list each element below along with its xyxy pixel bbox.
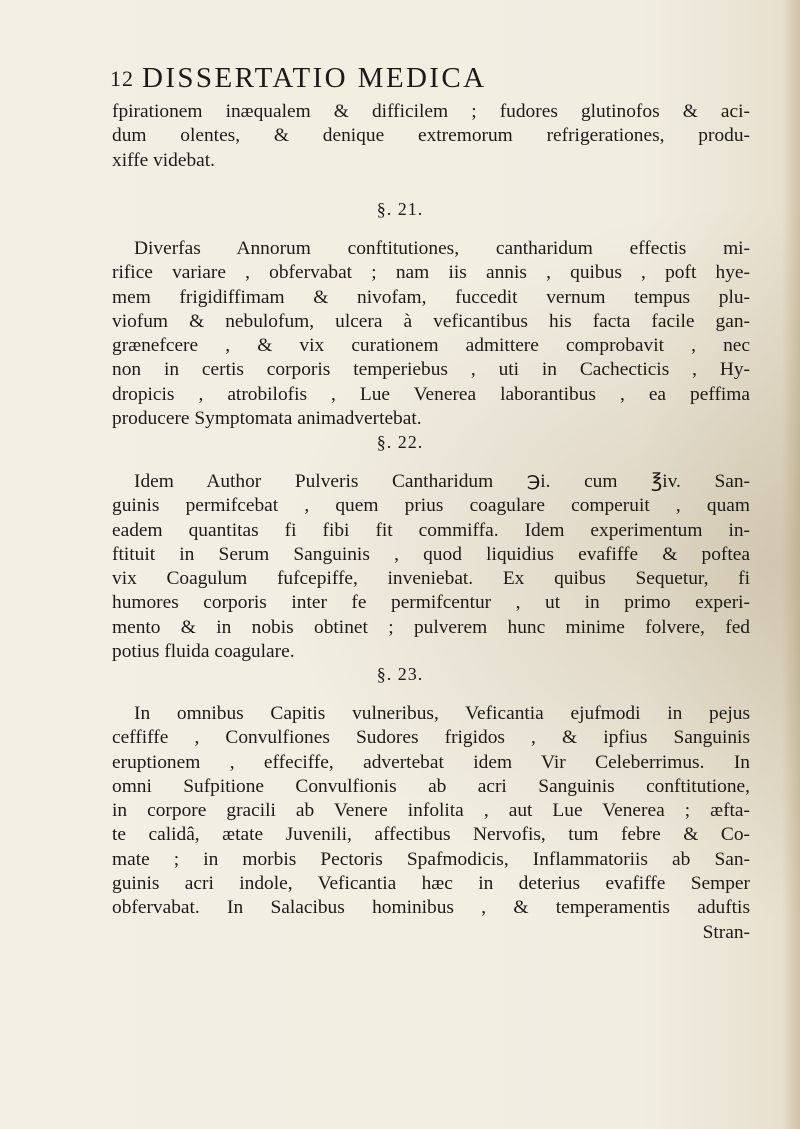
paragraph-continuation xyxy=(112,100,750,173)
text-line: te calidâ, ætate Juvenili, affectibus Nervofis, tum febre & Co- xyxy=(112,824,750,846)
text-line: eruptionem , effeciffe, advertebat idem Vir Celeberrimus. In xyxy=(112,751,750,773)
text-line: obfervabat. In Salacibus hominibus , & temperamentis aduftis xyxy=(112,897,750,919)
text-line: eadem quantitas fi fibi fit commiffa. Idem experimentum in- xyxy=(112,519,750,541)
catchword: Stran- xyxy=(702,921,750,943)
text-line: dropicis , atrobilofis , Lue Venerea laborantibus , ea peffima xyxy=(112,383,750,405)
page-edge-shadow xyxy=(782,0,800,1129)
text-line: grænefcere , & vix curationem admittere comprobavit , nec xyxy=(112,335,750,357)
text-line: mate ; in morbis Pectoris Spafmodicis, Inflammatoriis ab San- xyxy=(112,848,750,870)
running-title: DISSERTATIO MEDICA xyxy=(142,62,487,94)
text-line: ftituit in Serum Sanguinis , quod liquidius evafiffe & poftea xyxy=(112,543,750,565)
section-21-text xyxy=(112,237,750,431)
text-line: guinis permifcebat , quem prius coagulare comperuit , quam xyxy=(112,495,750,517)
text-line: fpirationem inæqualem & difficilem ; fudores glutinofos & aci- xyxy=(112,101,750,122)
page-number: 12 xyxy=(110,66,134,91)
section-23-text xyxy=(112,702,750,945)
text-line: mento & in nobis obtinet ; pulverem hunc minime folvere, fed xyxy=(112,616,750,638)
text-line: non in certis corporis temperiebus , uti in Cachecticis , Hy- xyxy=(112,359,750,381)
text-line: In omnibus Capitis vulneribus, Veficantia ejufmodi in pejus xyxy=(134,703,750,724)
text-line: producere Symptomata animadvertebat. xyxy=(112,408,422,430)
text-line: mem frigidiffimam & nivofam, fuccedit vernum tempus plu- xyxy=(112,286,750,308)
text-line: humores corporis inter fe permifcentur , ut in primo experi- xyxy=(112,592,750,614)
text-line: in corpore gracili ab Venere infolita , aut Lue Venerea ; æfta- xyxy=(112,800,750,822)
text-line: viofum & nebulofum, ulcera à veficantibus his facta facile gan- xyxy=(112,310,750,332)
section-heading-22: §. 22. xyxy=(376,432,424,452)
text-line: ceffiffe , Convulfiones Sudores frigidos , & ipfius Sanguinis xyxy=(112,727,750,749)
text-line: omni Sufpitione Convulfionis ab acri Sanguinis conftitutione, xyxy=(112,775,750,797)
text-line: xiffe videbat. xyxy=(112,149,216,171)
text-line: vix Coagulum fufcepiffe, inveniebat. Ex quibus Sequetur, fi xyxy=(112,568,750,590)
text-line: Idem Author Pulveris Cantharidum ℈i. cum ℥iv. San- xyxy=(134,471,750,492)
section-22-text xyxy=(112,470,750,664)
text-line: guinis acri indole, Veficantia hæc in deterius evafiffe Semper xyxy=(112,873,750,895)
section-heading-21: §. 21. xyxy=(376,199,424,219)
text-line: dum olentes, & denique extremorum refrigerationes, produ- xyxy=(112,125,750,147)
text-line: potius fluida coagulare. xyxy=(112,641,295,663)
section-heading-23: §. 23. xyxy=(376,664,424,684)
text-line: rifice variare , obfervabat ; nam iis annis , quibus , poft hye- xyxy=(112,262,750,284)
text-line: Diverfas Annorum conftitutiones, cantharidum effectis mi- xyxy=(134,238,750,259)
running-head xyxy=(110,62,750,96)
